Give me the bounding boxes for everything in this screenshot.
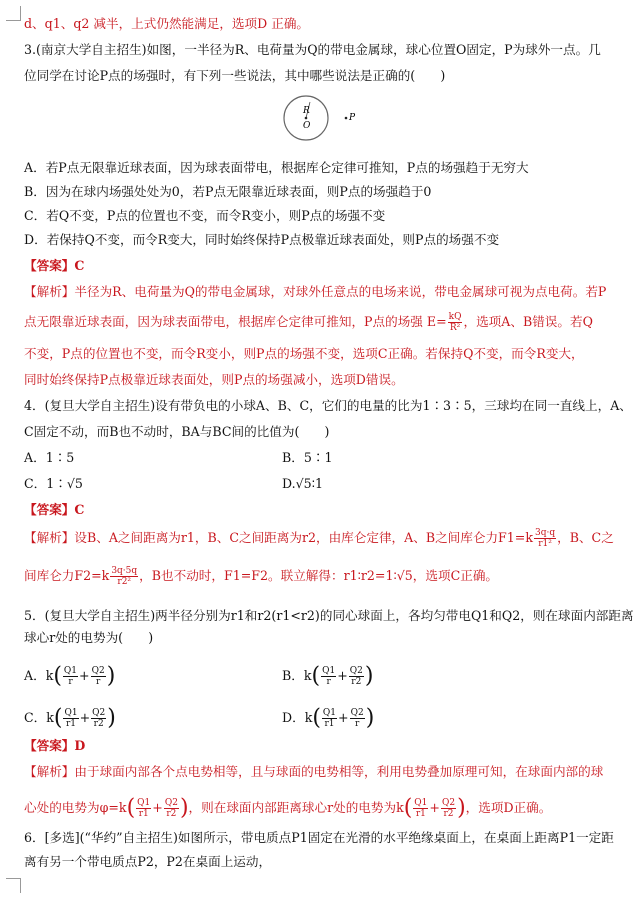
opt-d-label: D．k bbox=[282, 710, 313, 725]
opt-a-n1: Q1 bbox=[63, 666, 78, 676]
q4-option-c: C．1∶√5 bbox=[24, 476, 83, 491]
f1-den: r1² bbox=[538, 539, 552, 549]
q4-line1: 4．(复旦大学自主招生)设有带负电的小球A、B、C，它们的电量的比为1∶3∶5，三球均在同一直线上，A、 bbox=[24, 398, 632, 413]
opt-a-d2: r bbox=[95, 677, 101, 687]
q4-line2: C固定不动，而B也不动时，BA与BC间的比值为( ) bbox=[24, 424, 330, 439]
q5-line1: 5．(复旦大学自主招生)两半径分别为r1和r2(r1<r2)的同心球面上，各均匀带电Q1和Q2，则在球面内部距离 bbox=[24, 608, 634, 623]
q3-analysis-4: 同时始终保持P点极靠近球表面处，则P点的场强减小，选项D错误。 bbox=[24, 372, 404, 387]
q3-analysis-3: 不变，P点的位置也不变，而令R变小，则P点的场强不变，选项C正确。若保持Q不变，而令R变大， bbox=[24, 346, 584, 361]
plus-sign: + bbox=[338, 710, 349, 725]
q5-analysis-2a: 心处的电势为φ=k bbox=[24, 800, 127, 815]
q5-option-c: C．k( $\frac{Q1}{r1}$ + $\frac{Q2}{r2}$ ) bbox=[24, 705, 116, 731]
q5-line2: 球心r处的电势为( ) bbox=[24, 630, 154, 645]
opt-c-n1: Q1 bbox=[64, 708, 78, 718]
formula-den: R² bbox=[449, 323, 461, 333]
field-formula bbox=[448, 312, 463, 333]
q5-analysis-2c: ，选项D正确。 bbox=[465, 800, 552, 815]
q4-analysis-2a: 间库仑力F2=k bbox=[24, 568, 110, 583]
q5-answer: 【答案】D bbox=[24, 738, 86, 753]
q6-line1: 6．[多选](“华约”自主招生)如图所示，带电质点P1固定在光滑的水平绝缘桌面上，在桌面上距离P1一定距 bbox=[24, 830, 614, 845]
opt-b-label: B．k bbox=[282, 668, 312, 683]
corner-mark-bl bbox=[6, 878, 21, 893]
phi-r-d1: r1 bbox=[415, 809, 426, 819]
sphere-figure bbox=[280, 92, 370, 144]
q5-analysis-2: 心处的电势为φ=k( $\frac{Q1}{r1}$ + $\frac{Q2}{r2}$ )，则在球面内部距离球心r处的电势为k( $\frac{Q1}{r1}$ + $\frac{Q2}{r2}$ )，选项D正确。 bbox=[24, 795, 552, 821]
q5-option-a: A．k( $\frac{Q1}{r}$ + $\frac{Q2}{r}$ ) bbox=[24, 663, 116, 689]
plus-sign: + bbox=[337, 668, 348, 683]
q6-line2: 离有另一个带电质点P2，P2在桌面上运动， bbox=[24, 854, 272, 869]
q3-answer: 【答案】C bbox=[24, 258, 85, 273]
q3-analysis-2 bbox=[24, 312, 593, 333]
phi-r-n2: Q2 bbox=[441, 798, 456, 808]
q4-analysis-2b: ，B也不动时，F1=F2。联立解得：r1∶r2=1∶√5，选项C正确。 bbox=[139, 568, 499, 583]
q3-option-c: C．若Q不变，P点的位置也不变，而令R变小，则P点的场强不变 bbox=[24, 208, 386, 223]
opt-c-n2: Q2 bbox=[92, 708, 106, 718]
f2-formula bbox=[110, 566, 138, 587]
opt-d-n2: Q2 bbox=[350, 708, 364, 718]
q3-analysis-2a: 点无限靠近球表面，因为球表面带电，根据库仑定律可推知，P点的场强 E= bbox=[24, 314, 447, 329]
plus-sign: + bbox=[429, 800, 440, 815]
phi-n1: Q1 bbox=[137, 798, 151, 808]
q4-analysis-2 bbox=[24, 566, 498, 587]
phi-d1: r1 bbox=[138, 809, 149, 819]
opt-a-label: A．k bbox=[24, 668, 54, 683]
q5-analysis-1: 【解析】由于球面内部各个点电势相等，且与球面的电势相等，利用电势叠加原理可知，在球面内部的球 bbox=[24, 764, 604, 779]
q3-option-a: A．若P点无限靠近球表面，因为球表面带电，根据库仑定律可推知，P点的场强趋于无穷大 bbox=[24, 160, 529, 175]
opt-b-n1: Q1 bbox=[322, 666, 336, 676]
opt-a-n2: Q2 bbox=[91, 666, 105, 676]
q3-analysis-1: 【解析】半径为R、电荷量为Q的带电金属球，对球外任意点的电场来说，带电金属球可视为点电荷。若P bbox=[24, 284, 607, 299]
f2-num: 3q·5q bbox=[111, 566, 138, 576]
q4-option-b: B．5∶1 bbox=[282, 450, 333, 465]
q4-answer: 【答案】C bbox=[24, 502, 85, 517]
plus-sign: + bbox=[152, 800, 163, 815]
q4-analysis-1a: 【解析】设B、A之间距离为r1，B、C之间距离为r2，由库仑定律，A、B之间库仑力F1=k bbox=[24, 530, 533, 545]
f1-formula bbox=[534, 528, 556, 549]
label-P: P bbox=[349, 113, 356, 123]
opt-d-d2: r bbox=[354, 719, 360, 729]
q5-analysis-2b: ，则在球面内部距离球心r处的电势为k bbox=[188, 800, 404, 815]
plus-sign: + bbox=[79, 710, 91, 725]
phi-d2: r2 bbox=[166, 809, 177, 819]
q4-option-d: D.√5∶1 bbox=[282, 476, 323, 491]
q5-option-b: B．k( $\frac{Q1}{r}$ + $\frac{Q2}{r2}$ ) bbox=[282, 663, 374, 689]
opt-d-n1: Q1 bbox=[322, 708, 337, 718]
header-line: d、q1、q2 减半，上式仍然能满足，选项D 正确。 bbox=[24, 16, 310, 31]
phi-n2: Q2 bbox=[164, 798, 178, 808]
plus-sign: + bbox=[79, 668, 90, 683]
phi-r-d2: r2 bbox=[443, 809, 454, 819]
opt-c-d2: r2 bbox=[93, 719, 104, 729]
label-R: R bbox=[303, 106, 310, 116]
formula-num: kQ bbox=[448, 312, 462, 322]
q4-analysis-1 bbox=[24, 528, 614, 549]
q3-line2: 位同学在讨论P点的场强时，有下列一些说法，其中哪些说法是正确的( ) bbox=[24, 68, 446, 83]
q3-option-d: D．若保持Q不变，而令R变大，同时始终保持P点极靠近球表面处，则P点的场强不变 bbox=[24, 232, 500, 247]
label-O: O bbox=[303, 121, 311, 131]
q3-line1: 3.(南京大学自主招生)如图，一半径为R、电荷量为Q的带电金属球，球心位置O固定，P为球外一点。几 bbox=[24, 42, 601, 57]
q4-analysis-1b: ，B、C之 bbox=[557, 530, 614, 545]
opt-c-d1: r1 bbox=[66, 719, 77, 729]
opt-b-d2: r2 bbox=[351, 677, 362, 687]
corner-mark-tl bbox=[6, 6, 21, 21]
phi-r-n1: Q1 bbox=[414, 798, 428, 808]
opt-b-n2: Q2 bbox=[349, 666, 363, 676]
opt-d-d1: r1 bbox=[324, 719, 335, 729]
q3-analysis-2b: ，选项A、B错误。若Q bbox=[463, 314, 593, 329]
f2-den: r2² bbox=[117, 577, 132, 587]
q5-option-d: D．k( $\frac{Q1}{r1}$ + $\frac{Q2}{r}$ ) bbox=[282, 705, 375, 731]
q3-option-b: B．因为在球内场强处处为0，若P点无限靠近球表面，则P点的场强趋于0 bbox=[24, 184, 432, 199]
opt-b-d1: r bbox=[326, 677, 331, 687]
f1-num: 3q·q bbox=[535, 528, 556, 538]
opt-c-label: C．k bbox=[24, 710, 54, 725]
opt-a-d1: r bbox=[68, 677, 73, 687]
q4-option-a: A．1∶5 bbox=[24, 450, 75, 465]
